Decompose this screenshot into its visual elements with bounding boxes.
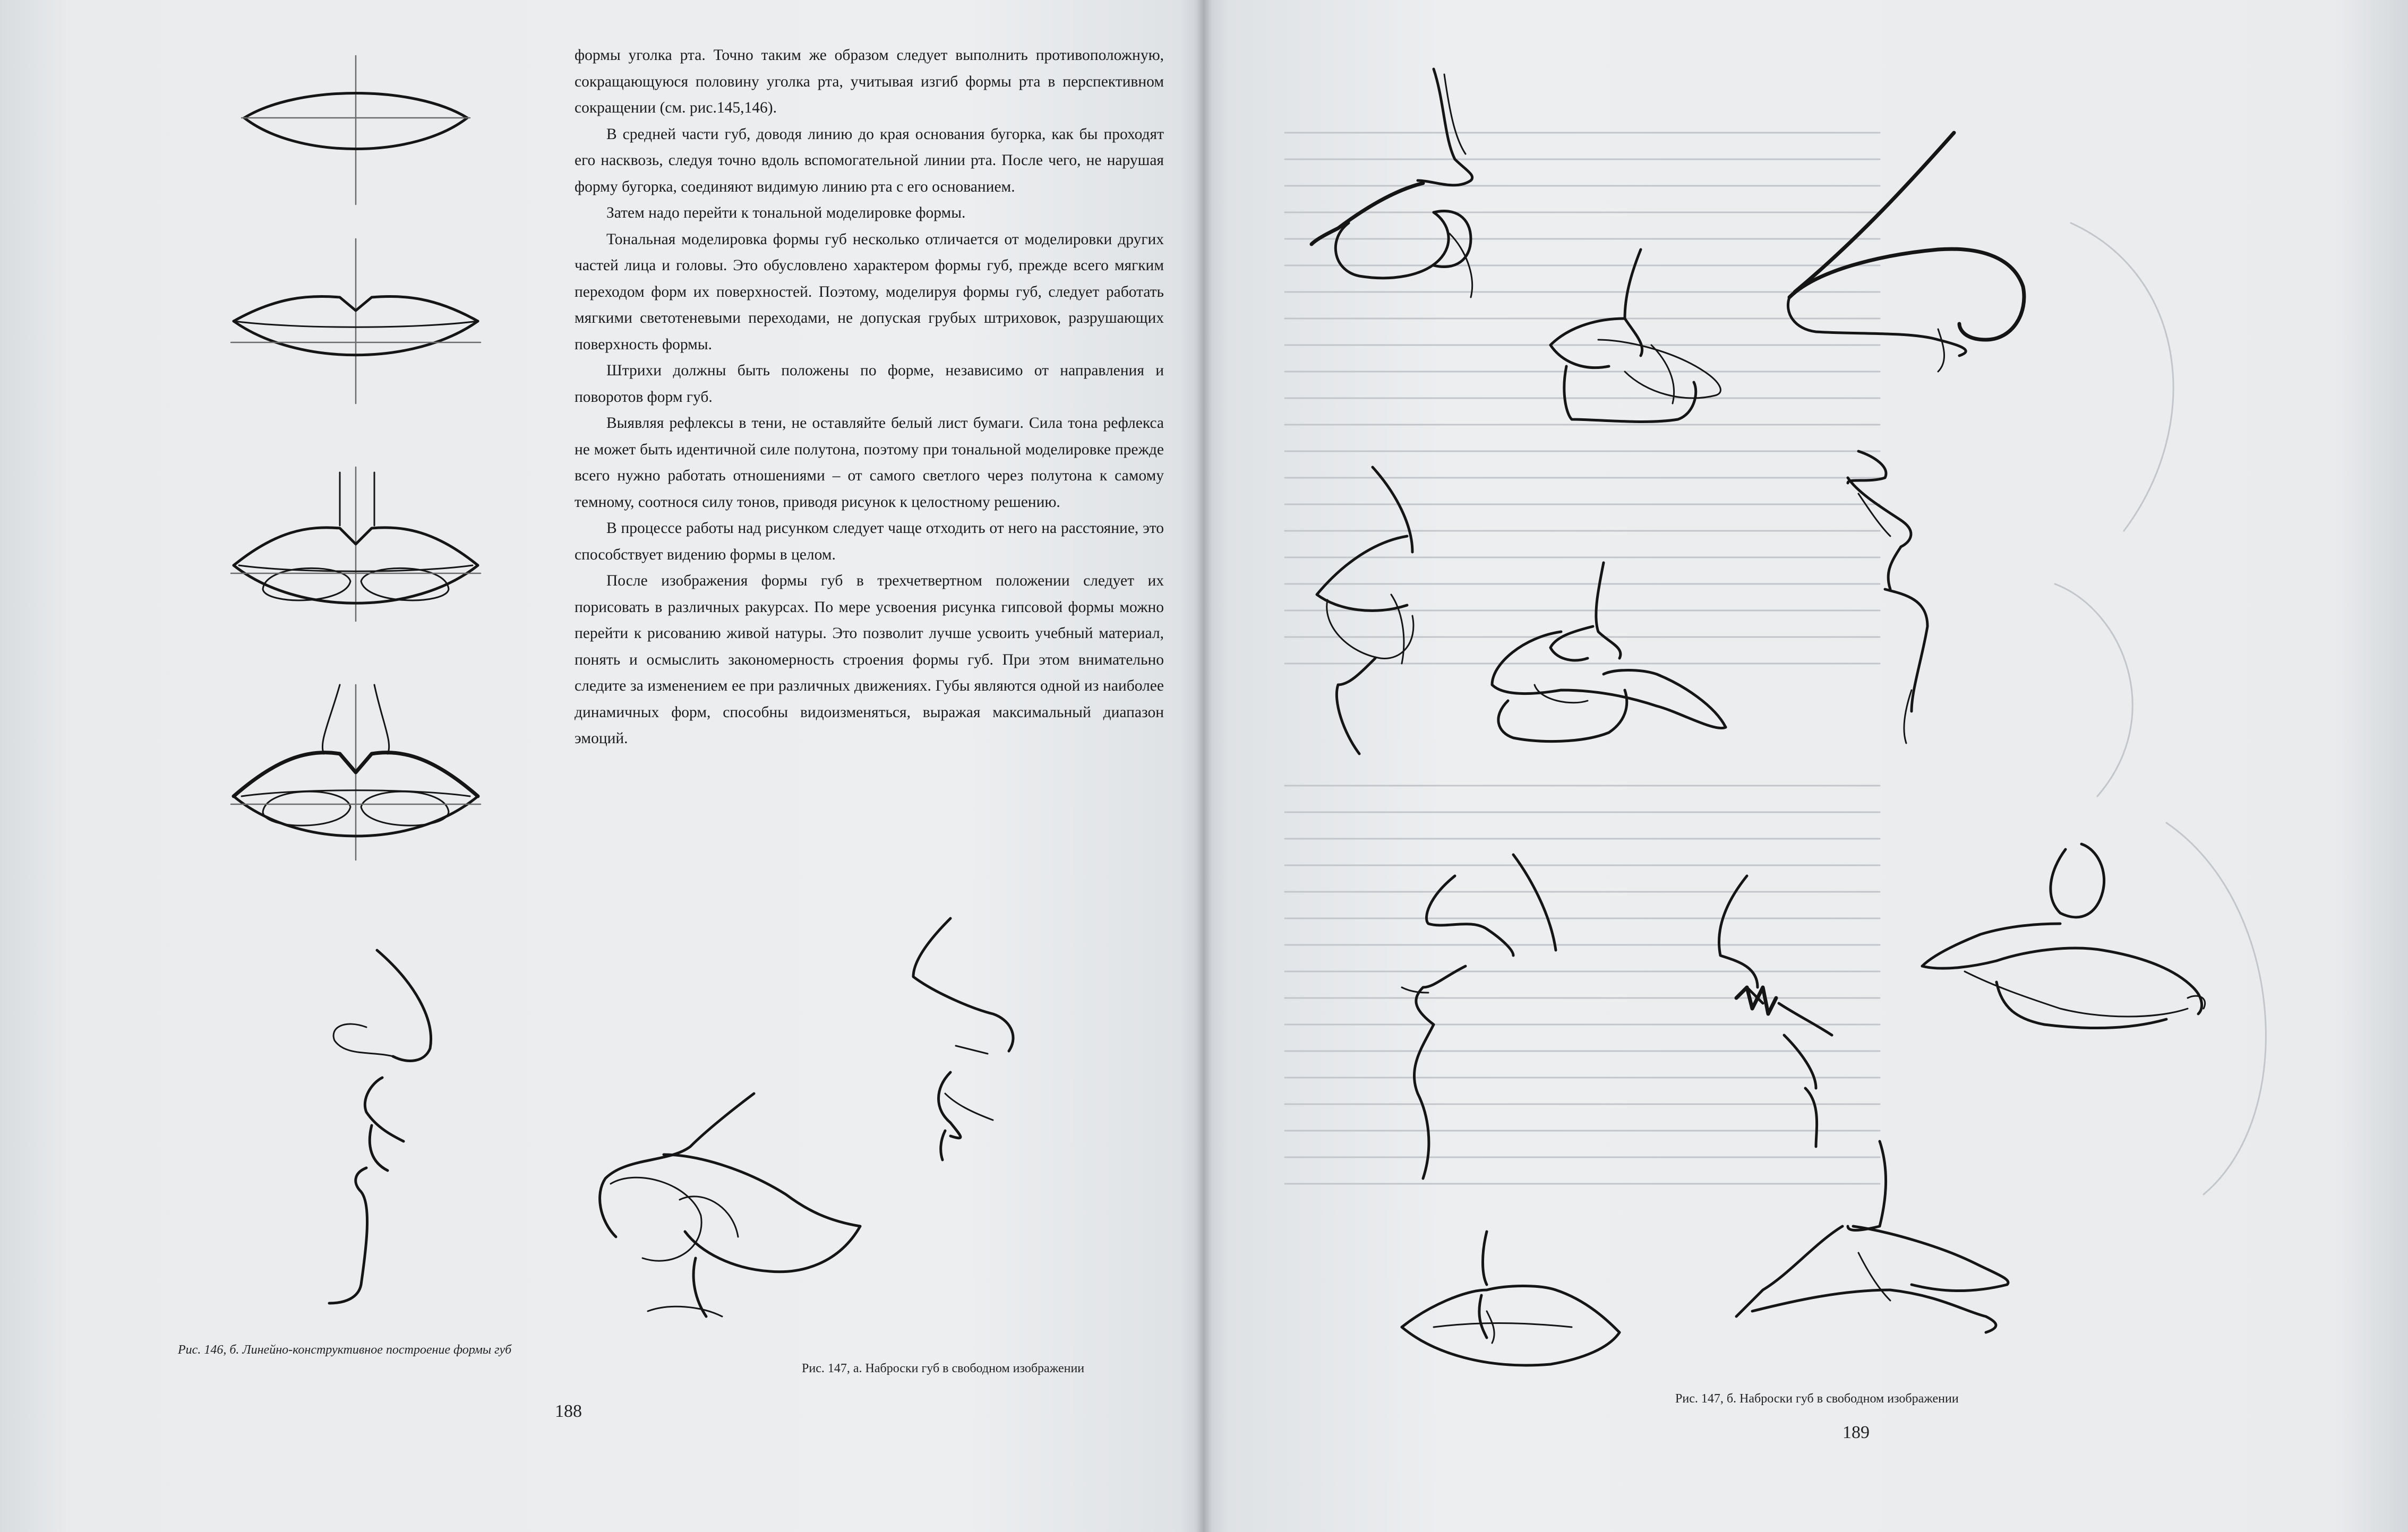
paragraph-4: Тональная моделировка формы губ несколько отличается от моделировки других частей лица и головы. Это обусловлено характером формы губ, прежде всего мягким переходом форм их поверхностей. Поэтому, моделируя формы губ, следует работать мягкими светотеневыми переходами, не допуская грубых штриховок, разрушающих поверхность формы. bbox=[575, 230, 1164, 353]
paragraph-8: После изображения формы губ в трехчетвертном положении следует их порисовать в различных ракурсах. По мере усвоения рисунка гипсовой формы можно перейти к рисованию живой натуры. Это позволит лучше усвоить учебный материал, понять и осмыслить закономерность строения формы губ. При этом внимательно следите за изменением ее при различных движениях. Губы являются одной из наиболее динамичных форм, способны видоизменяться, выражая максимальный диапазон эмоций. bbox=[575, 572, 1164, 747]
fig147b-sketch-5 bbox=[1848, 451, 1927, 743]
paragraph-7: В процессе работы над рисунком следует чаще отходить от него на расстояние, это способствует видению формы в целом. bbox=[575, 520, 1164, 563]
fig147b-sketch-7 bbox=[1719, 876, 1832, 1147]
fig147b-sketch-9 bbox=[1402, 1232, 1619, 1365]
page-number-left: 188 bbox=[555, 1401, 582, 1421]
paragraph-6: Выявляя рефлексы в тени, не оставляйте белый лист бумаги. Сила тона рефлекса не может быть идентичной силе полутона, поэтому при тональной моделировке прежде всего нужно работать отношениями – от самого светлого через полутона к самому темному, соотнося силу тонов, приводя рисунок к целостному решению. bbox=[575, 415, 1164, 511]
show-through-text bbox=[1285, 133, 2266, 1194]
paragraph-3: Затем надо перейти к тональной моделировке формы. bbox=[606, 204, 966, 221]
fig146-stage4 bbox=[231, 685, 481, 860]
fig147b-sketch-10 bbox=[1736, 1141, 2008, 1332]
fig147b-sketch-4 bbox=[1492, 563, 1726, 742]
fig147b-sketch-8 bbox=[1922, 844, 2205, 1028]
page-number-right: 189 bbox=[1843, 1423, 1870, 1442]
fig146-stage3 bbox=[231, 467, 481, 621]
fig146-profile bbox=[329, 950, 431, 1303]
caption-fig147b: Рис. 147, б. Наброски губ в свободном изображении bbox=[1675, 1392, 1959, 1406]
caption-fig146: Рис. 146, б. Линейно-конструктивное построение формы губ bbox=[178, 1343, 512, 1357]
left-body-text bbox=[575, 42, 1164, 752]
fig147b-sketch-nose bbox=[1788, 133, 2024, 372]
paragraph-5: Штрихи должны быть положены по форме, независимо от направления и поворотов форм губ. bbox=[575, 362, 1164, 406]
fig147b-sketch-1 bbox=[1312, 69, 1472, 297]
fig147a-sketch-profile bbox=[913, 918, 1013, 1160]
fig147b-sketch-2 bbox=[1550, 249, 1720, 421]
caption-fig147a: Рис. 147, а. Наброски губ в свободном изображении bbox=[802, 1362, 1085, 1375]
fig147a-sketch-lips bbox=[600, 1094, 860, 1316]
paragraph-1: формы уголка рта. Точно таким же образом следует выполнить противоположную, сокращающуюся половину уголка рта, учитывая изгиб формы рта в перспективном сокращении (см. рис.145,146). bbox=[575, 47, 1164, 116]
fig146-stage1 bbox=[242, 56, 470, 204]
fig146-stage2 bbox=[231, 239, 481, 403]
paragraph-2: В средней части губ, доводя линию до края основания бугорка, как бы проходят его насквозь, следуя точно вдоль вспомогательной линии рта. После чего, не нарушая форму бугорка, соединяют видимую линию рта с его основанием. bbox=[575, 125, 1164, 195]
